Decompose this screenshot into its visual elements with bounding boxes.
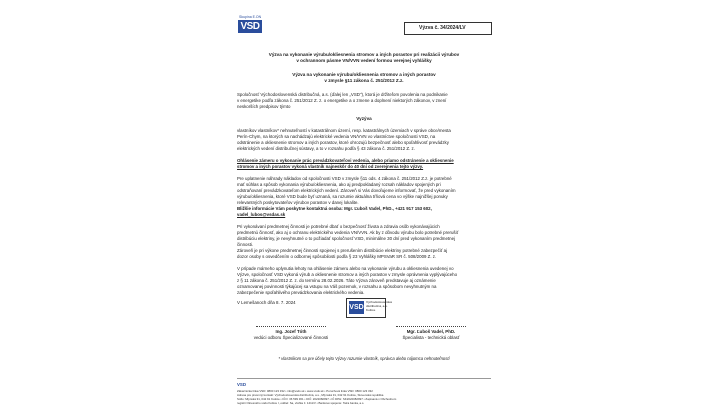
logo-mark: VSD (238, 20, 262, 33)
signatory-left-role: vedúci odboru Špecializované činnosti (253, 335, 329, 340)
paragraph-line: predmetnú činnosť, ako aj o ochranu elektrického vedenia VN/VVN. Ak by z dôvodu výrubu bolo potrebné prerušiť (237, 230, 459, 235)
paragraph-line: Výzve, spoločnosť VSD vykoná výrub a okliesnenie stromov a iných porastov v zmysle oprávnenia vyplývajúceho (237, 272, 458, 277)
contact-line: Bližšie informácie Vám poskytne kontaktná osoba: Mgr. Ľuboš Vadel, PhD., +421 917 153 602, (237, 206, 432, 211)
paragraph-line: činnosti. (237, 242, 254, 247)
paragraph-line: elektrických vedení distribučnej sústavy, a to v rozsahu podľa § 43 zákona č. 251/2012 Z. z. (237, 146, 415, 151)
paragraph-line: odstránenie a okliesnenie stromov a iných porastov, ktoré ohrozujú bezpečnosť alebo spoľahlivosť prevádzky (237, 140, 449, 145)
title-line-1: Výzva na vykonanie výrubu/okliesnenia stromov a iných porastov pri realizácii výrubov (268, 52, 460, 57)
contact-email[interactable]: vadel_lubos@vsdas.sk (237, 212, 286, 217)
paragraph-line: Pri vykonávaní predmetnej činnosti je potrebné dbať o bezpečnosť života a zdravia osôb vykonávajúcich (237, 224, 440, 229)
document-page (228, 10, 500, 418)
paragraph-line: mať súhlas a spôsob vykonania výrubu/okliesnenia, ako aj predpokladaný rozsah nákladov spojených pri (237, 182, 441, 187)
signatory-right-role: Špecialista - technická oblasť (402, 335, 460, 340)
signature-line-right (396, 326, 466, 327)
paragraph-line: výrubu/okliesnenia, ktoré VSD bude byť uznaná, sa rozumie aktuálna tŕňová cena vo výške najnižšej ponuky (237, 194, 448, 199)
logo-group-text: Skupina E.ON (239, 15, 262, 19)
intro-line: Spoločnosť Východoslovenská distribučná, a.s. (ďalej len „VSD"), ktorá je držiteľom povolenia na podnikanie (237, 92, 448, 97)
paragraph-line: distribúciu elektriny, je nevyhnutné o to požiadať spoločnosť VSD, minimálne 30 dní pred vykonaním predmetnej (237, 236, 455, 241)
date-line: V Lemešanoch dňa 8. 7. 2024 (237, 300, 296, 305)
paragraph-line: vlastníkov vlastníkov* nehnuteľností v katastrálnom území, resp. katastrálnych územiach v správe obce/mesta (237, 128, 451, 133)
paragraph-line: dozor osoby s osvedčením o odbornej spôsobilosti podľa § 23 Vyhlášky MPSVaR SR č. 508/2009 Z. z. (237, 254, 437, 259)
reference-number: Výzva č. 34/2024/LV (404, 22, 492, 35)
signatory-left-name: Ing. Jozef Tóth (275, 329, 307, 334)
intro-line: v energetike podľa zákona č. 251/2012 Z. z. o energetike a o zmene a doplnení niektorých zákonov, v znení (237, 98, 447, 103)
subtitle-line-1: Výzva na vykonanie výrubu/okliesnenia stromov a iných porastov (292, 72, 436, 77)
paragraph-line: Pre uplatnenie náhrady nákladov od spoločnosti VSD v zmysle §11 ods. 4 zákona č. 251/2012 Z.z. je potrebné (237, 176, 452, 181)
deadline-notice: stromov a iných porastov vykoná vlastník najneskôr do 40 dní od zverejnenia tejto výzvy. (237, 164, 424, 169)
footer-line: registri Okresného súdu Košice I, oddiel: Sa, vložka č. 1411/V • Bankové spojenie: Tatra banka, a.s. (237, 401, 365, 405)
paragraph-line: zabezpečenie spoľahlivého prevádzkovania elektrického vedenia. (237, 290, 365, 295)
paragraph-line: Zároveň je pri výkone predmetnej činnosti spojenej s prerušením distribúcie elektriny potrebné zabezpečiť aj (237, 248, 448, 253)
paragraph-line: oznamovanej povinnosti týkajúcej sa vstupu na Váš pozemok, v rozsahu a spôsobom nevyhnutným na (237, 284, 437, 289)
vyzyva-heading: Vyzýva (356, 116, 372, 121)
paragraph-line: V prípade márneho uplynutia lehoty na ohlásenie zámeru alebo na vykonanie výrubu a okliesnenia uvedenej vo (237, 266, 454, 271)
title-line-2: v ochrannom pásme VN/VVN vedení formou verejnej vyhlášky (296, 58, 432, 63)
footer-line: Adresa pre písomný kontakt: Východoslovenská distribučná, a.s., Mlynská 31, 042 91 Košice, Slovenská republika (237, 393, 384, 397)
deadline-notice: Ohlásenie zámeru o vykonanie prác prevádzkovateľovi vedenia, alebo priamo odstránenie a okliesnenie (237, 158, 454, 163)
footer-line: Sídlo: Mlynská 31, 042 91 Košice • IČO: 36 599 361 • DIČ: 2022082997 • IČ DPH: SK2022082997 • Zapísaná v Obchodnom (237, 397, 397, 401)
signatory-right-name: Mgr. Ľuboš Vadel, PhD. (406, 329, 456, 334)
footer-divider (237, 378, 491, 379)
stamp-logo: VSD (349, 301, 364, 314)
stamp-text: Východoslovenská distribučná, a.s. Košice (366, 300, 392, 312)
paragraph-line: relevantných poskytovateľov výrubov porastov v danej lokalite. (237, 200, 359, 205)
intro-line: neskorších predpisov týmto (237, 104, 291, 109)
subtitle-line-2: v zmysle §11 zákona č. 251/2012 Z.z. (324, 78, 404, 83)
company-stamp (346, 298, 392, 318)
footer-logo: VSD (237, 382, 247, 387)
signature-line-left (256, 326, 326, 327)
paragraph-line: Perín-Chym, na ktorých sa nachádzajú elektrické vedenia VN/VVN vo vlastníctve spoločnosti VSD, na (237, 134, 436, 139)
footer-line: Zákaznícka linka VSD: 0800 123 332 • info@vsds.sk • www.vsds.sk • Poruchová linka VSD: 0800 123 332 (237, 389, 373, 393)
paragraph-line: z § 11 zákona č. 251/2012 Z. z. do termínu 28.02.2026. Táto Výzva zároveň predstavuje aj oznámenie (237, 278, 436, 283)
paragraph-line: odstraňovaní prevádzkovateľom elektrických vedení. Zároveň si Vás dovoľujeme informovať, že pred vykonaním (237, 188, 456, 193)
footnote: * vlastníkom sa pre účely tejto Výzvy rozumie vlastník, správca alebo nájomca nehnuteľností (278, 356, 450, 361)
